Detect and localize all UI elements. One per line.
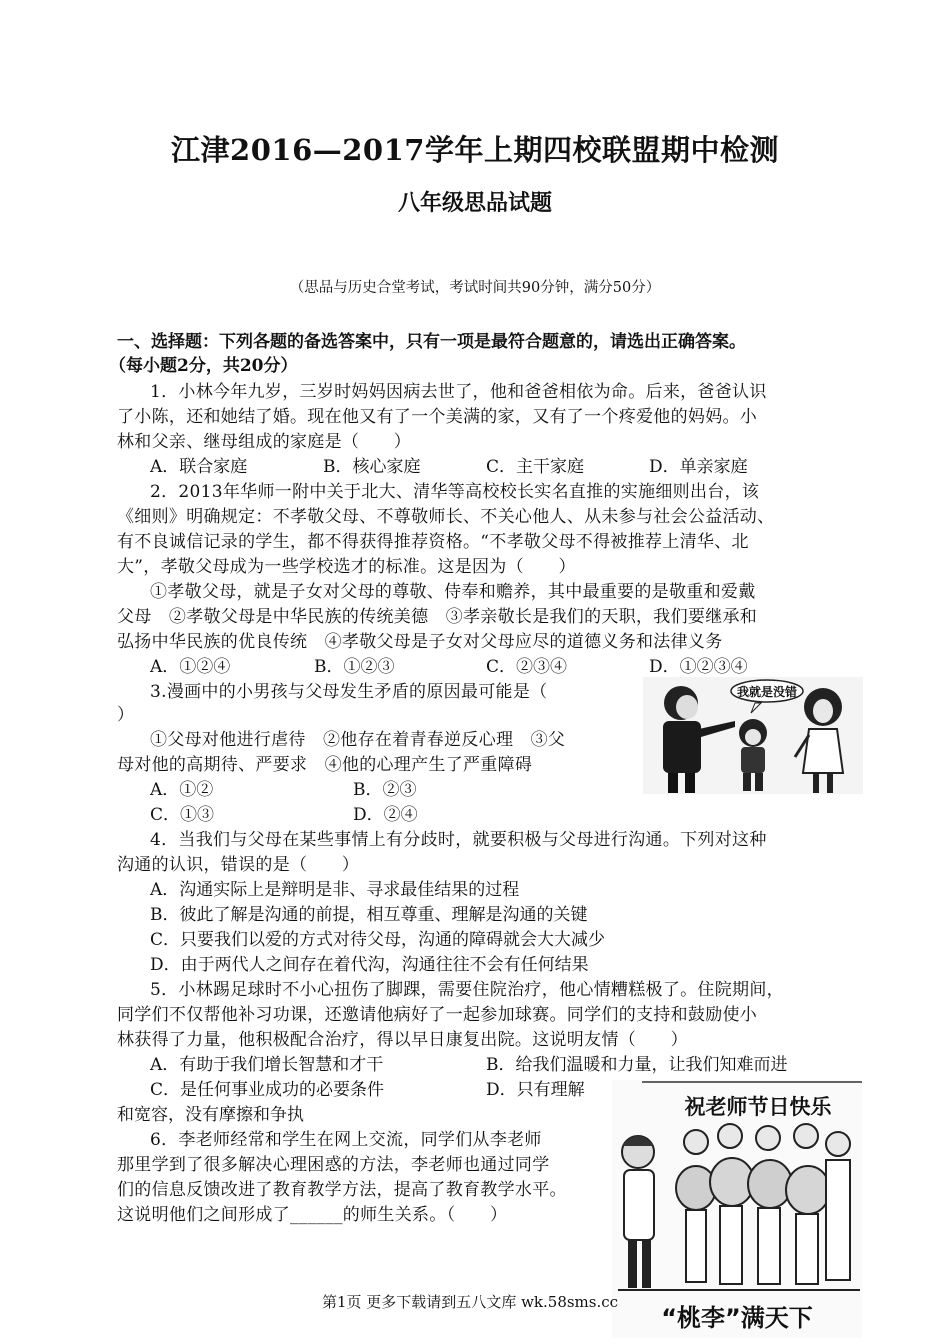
section-scoring: （每小题2分，共20分） xyxy=(109,356,298,376)
q4-option-a: A．沟通实际上是辩明是非、寻求最佳结果的过程 xyxy=(150,880,520,900)
question-4-line: 4．当我们与父母在某些事情上有分歧时，就要积极与父母进行沟通。下列对这种 xyxy=(150,830,767,850)
q5-option-d: D．只有理解 xyxy=(486,1080,585,1100)
q4-option-b: B．彼此了解是沟通的前提，相互尊重、理解是沟通的关键 xyxy=(150,905,588,925)
q1-option-d: D．单亲家庭 xyxy=(649,457,748,477)
question-3-line: ①父母对他进行虐待 ②他存在着青春逆反心理 ③父 xyxy=(150,730,566,750)
cartoon-speech-text: 我就是没错 xyxy=(736,685,798,699)
q2-option-a: A．①②④ xyxy=(150,657,231,677)
question-3-line: ） xyxy=(117,705,135,725)
q5-option-c: C．是任何事业成功的必要条件 xyxy=(150,1080,385,1100)
question-6-line: 那里学到了很多解决心理困惑的方法，李老师也通过同学 xyxy=(117,1155,550,1175)
q5-option-d-continued: 和宽容，没有摩擦和争执 xyxy=(117,1105,304,1125)
question-5-line: 同学们不仅帮他补习功课，还邀请他病好了一起参加球赛。同学们的支持和鼓励使小 xyxy=(117,1005,758,1025)
question-2-line: 大”，孝敬父母成为一些学校选才的标准。这是因为（ ） xyxy=(117,557,576,577)
question-1-line: 1．小林今年九岁，三岁时妈妈因病去世了，他和爸爸相依为命。后来，爸爸认识 xyxy=(150,382,767,402)
section-heading: 一、选择题：下列各题的备选答案中，只有一项是最符合题意的，请选出正确答案。 xyxy=(117,332,746,352)
question-5-line: 林获得了力量，他积极配合治疗，得以早日康复出院。这说明友情（ ） xyxy=(117,1030,688,1050)
question-4-line: 沟通的认识，错误的是（ ） xyxy=(117,855,360,875)
q2-option-b: B．①②③ xyxy=(314,657,395,677)
question-2-line: ①孝敬父母，就是子女对父母的尊敬、侍奉和赡养，其中最重要的是敬重和爱戴 xyxy=(150,582,756,602)
question-2-line: 父母 ②孝敬父母是中华民族的传统美德 ③孝亲敬长是我们的天职，我们要继承和 xyxy=(117,607,758,627)
q3-option-a: A．①② xyxy=(150,780,214,800)
q1-option-c: C．主干家庭 xyxy=(486,457,585,477)
q5-option-a: A．有助于我们增长智慧和才干 xyxy=(150,1055,384,1075)
page-title: 江津2016—2017学年上期四校联盟期中检测 xyxy=(171,133,779,167)
q4-option-d: D．由于两代人之间存在着代沟，沟通往往不会有任何结果 xyxy=(150,955,589,975)
q3-option-d: D．②④ xyxy=(353,805,418,825)
exam-note: （思品与历史合堂考试，考试时间共90分钟，满分50分） xyxy=(289,280,661,296)
page-subtitle: 八年级思品试题 xyxy=(397,190,552,216)
page-footer: 第1页 更多下载请到五八文库 wk.58sms.cc xyxy=(322,1293,619,1311)
question-5-line: 5．小林踢足球时不小心扭伤了脚踝，需要住院治疗，他心情糟糕极了。住院期间， xyxy=(150,980,784,1000)
q3-option-c: C．①③ xyxy=(150,805,215,825)
teachers-day-cartoon xyxy=(612,1080,862,1338)
q5-option-b: B．给我们温暖和力量，让我们知难而进 xyxy=(486,1055,788,1075)
question-3-line: 母对他的高期待、严要求 ④他的心理产生了严重障碍 xyxy=(117,755,533,775)
question-6-line: 们的信息反馈改进了教育教学方法，提高了教育教学水平。 xyxy=(117,1180,567,1200)
question-2-line: 有不良诚信记录的学生，都不得获得推荐资格。“不孝敬父母不得被推荐上清华、北 xyxy=(117,532,749,552)
question-1-line: 林和父亲、继母组成的家庭是（ ） xyxy=(117,432,412,452)
question-6-line: 这说明他们之间形成了______的师生关系。（ ） xyxy=(117,1205,508,1225)
cartoon-caption-text: “桃李”满天下 xyxy=(661,1304,813,1332)
question-2-line: 《细则》明确规定：不孝敬父母、不尊敬师长、不关心他人、从未参与社会公益活动、 xyxy=(117,507,775,527)
question-1-line: 了小陈，还和她结了婚。现在他又有了一个美满的家，又有了一个疼爱他的妈妈。小 xyxy=(117,407,758,427)
family-conflict-cartoon xyxy=(643,677,863,794)
question-2-line: 2．2013年华师一附中关于北大、清华等高校校长实名直推的实施细则出台，该 xyxy=(150,482,760,502)
question-2-line: 弘扬中华民族的优良传统 ④孝敬父母是子女对父母应尽的道德义务和法律义务 xyxy=(117,632,723,652)
q3-option-b: B．②③ xyxy=(353,780,417,800)
q2-option-c: C．②③④ xyxy=(486,657,568,677)
q4-option-c: C．只要我们以爱的方式对待父母，沟通的障碍就会大大减少 xyxy=(150,930,606,950)
question-3-line: 3.漫画中的小男孩与父母发生矛盾的原因最可能是（ xyxy=(150,682,548,702)
q1-option-a: A．联合家庭 xyxy=(150,457,248,477)
question-6-line: 6．李老师经常和学生在网上交流，同学们从李老师 xyxy=(150,1130,542,1150)
q1-option-b: B．核心家庭 xyxy=(323,457,421,477)
q2-option-d: D．①②③④ xyxy=(649,657,748,677)
cartoon-banner-text: 祝老师节日快乐 xyxy=(684,1095,832,1119)
